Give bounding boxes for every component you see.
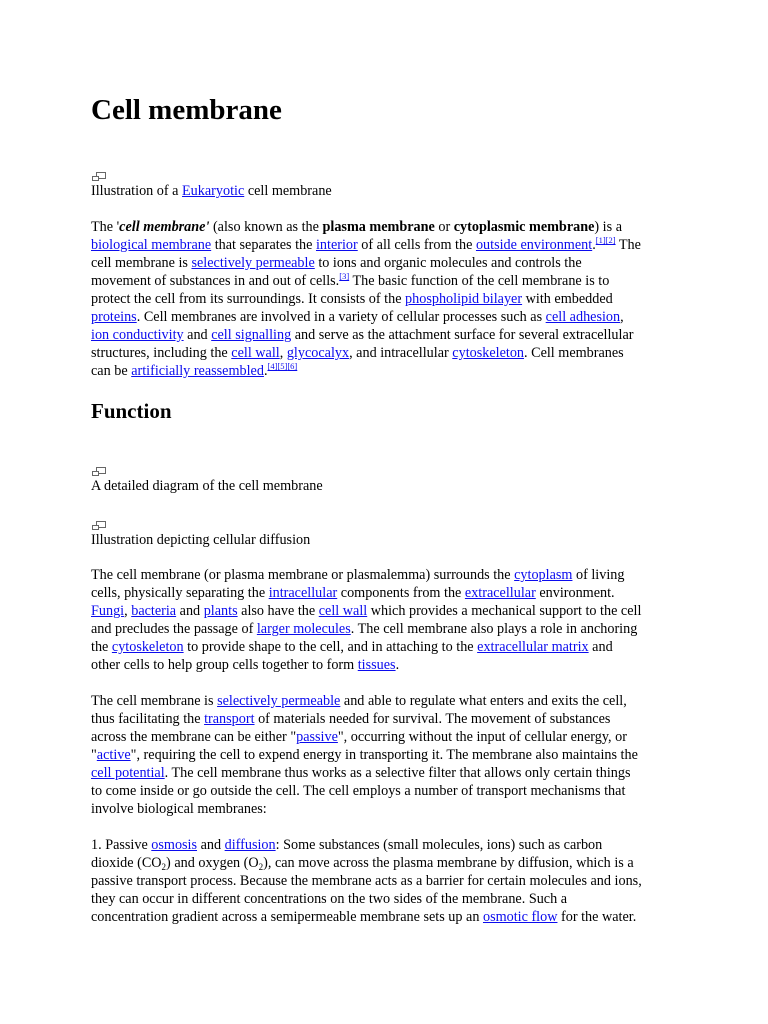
- link-cell-wall[interactable]: cell wall: [318, 603, 368, 619]
- link-eukaryotic[interactable]: Eukaryotic: [182, 183, 245, 199]
- link-osmosis[interactable]: osmosis: [151, 837, 198, 853]
- citation-4[interactable]: [4]: [267, 361, 278, 371]
- link-cell-potential[interactable]: cell potential: [91, 765, 165, 781]
- citation-6[interactable]: [6]: [287, 361, 298, 371]
- link-tissues[interactable]: tissues: [357, 657, 396, 673]
- link-cell-signalling[interactable]: cell signalling: [211, 327, 292, 343]
- link-passive[interactable]: passive: [296, 729, 338, 745]
- citation-3[interactable]: [3]: [339, 271, 350, 281]
- link-biological-membrane[interactable]: biological membrane: [91, 237, 212, 253]
- link-cytoplasm[interactable]: cytoplasm: [514, 567, 573, 583]
- link-transport[interactable]: transport: [204, 711, 255, 727]
- citation-5[interactable]: [5]: [277, 361, 288, 371]
- caption-diffusion: Illustration depicting cellular diffusion: [91, 532, 311, 548]
- link-selectively-permeable[interactable]: selectively permeable: [191, 255, 315, 271]
- link-interior[interactable]: interior: [315, 237, 358, 253]
- link-extracellular[interactable]: extracellular: [464, 585, 536, 601]
- function-paragraph-2: The cell membrane is selectively permeable and able to regulate what enters and exits the cell, thus facilitating the transport of materials needed for survival. The movement of substances across the membrane can be either "passive", occurring without the input of cellular energy, or "active", requiring the cell to expend energy in transporting it. The membrane also maintains the cell potential. The cell membrane thus works as a selective filter that allows only certain things to come inside or go outside the cell. The cell employs a number of transport mechanisms that involve biological membranes:: [91, 693, 638, 817]
- link-phospholipid-bilayer[interactable]: phospholipid bilayer: [405, 291, 523, 307]
- link-bacteria[interactable]: bacteria: [131, 603, 177, 619]
- link-cell-wall[interactable]: cell wall: [231, 345, 280, 361]
- link-extracellular-matrix[interactable]: extracellular matrix: [477, 639, 589, 655]
- link-cytoskeleton[interactable]: cytoskeleton: [452, 345, 525, 361]
- link-osmotic-flow[interactable]: osmotic flow: [482, 909, 558, 925]
- link-ion-conductivity[interactable]: ion conductivity: [91, 327, 184, 343]
- link-proteins[interactable]: proteins: [91, 309, 137, 325]
- link-artificially-reassembled[interactable]: artificially reassembled: [131, 363, 264, 379]
- citation-2[interactable]: [2]: [605, 235, 616, 245]
- link-fungi[interactable]: Fungi: [91, 603, 125, 619]
- link-plants[interactable]: plants: [203, 603, 238, 619]
- link-active[interactable]: active: [96, 747, 131, 763]
- link-selectively-permeable[interactable]: selectively permeable: [217, 693, 341, 709]
- citation-1[interactable]: [1]: [595, 235, 606, 245]
- link-diffusion[interactable]: diffusion: [224, 837, 276, 853]
- page-title: Cell membrane: [91, 94, 282, 126]
- function-paragraph-1: The cell membrane (or plasma membrane or plasmalemma) surrounds the cytoplasm of living cells, physically separating the intracellular components from the extracellular environment. Fungi, bacteria and plants also have the cell wall which provides a mechanical support to the cell and precludes the passage of larger molecules. The cell membrane also plays a role in anchoring the cytoskeleton to provide shape to the cell, and in attaching to the extracellular matrix and other cells to help group cells together to form tissues.: [91, 567, 642, 673]
- caption-eukaryotic: Illustration of a Eukaryotic cell membrane: [91, 183, 332, 199]
- link-glycocalyx[interactable]: glycocalyx: [286, 345, 350, 361]
- link-intracellular[interactable]: intracellular: [268, 585, 338, 601]
- link-cytoskeleton[interactable]: cytoskeleton: [111, 639, 184, 655]
- link-outside-environment[interactable]: outside environment: [475, 237, 593, 253]
- section-heading-function: Function: [91, 399, 172, 423]
- link-larger-molecules[interactable]: larger molecules: [256, 621, 351, 637]
- passive-transport-paragraph: 1. Passive osmosis and diffusion: Some substances (small molecules, ions) such as carbon dioxide $(CO_2)$ and oxygen $(O_2)$, can move across the plasma membrane by diffusion, which is a passive transport process. Because the membrane acts as a barrier for certain molecules and ions, they can occur in different concentrations on the two sides of the membrane. Such a concentration gradient across a semipermeable membrane sets up an osmotic flow for the water.: [91, 837, 642, 925]
- intro-paragraph: The 'cell membrane' (also known as the plasma membrane or cytoplasmic membrane) is a biological membrane that separates the interior of all cells from the outside environment.[1][2] The cell membrane is selectively permeable to ions and organic molecules and controls the movement of substances in and out of cells.[3] The basic function of the cell membrane is to protect the cell from its surroundings. It consists of the phospholipid bilayer with embedded proteins. Cell membranes are involved in a variety of cellular processes such as cell adhesion, ion conductivity and cell signalling and serve as the attachment surface for several extracellular structures, including the cell wall, glycocalyx, and intracellular cytoskeleton. Cell membranes can be artificially reassembled.[4][5][6]: [91, 219, 641, 379]
- caption-detailed-diagram: A detailed diagram of the cell membrane: [91, 478, 323, 494]
- link-cell-adhesion[interactable]: cell adhesion: [545, 309, 621, 325]
